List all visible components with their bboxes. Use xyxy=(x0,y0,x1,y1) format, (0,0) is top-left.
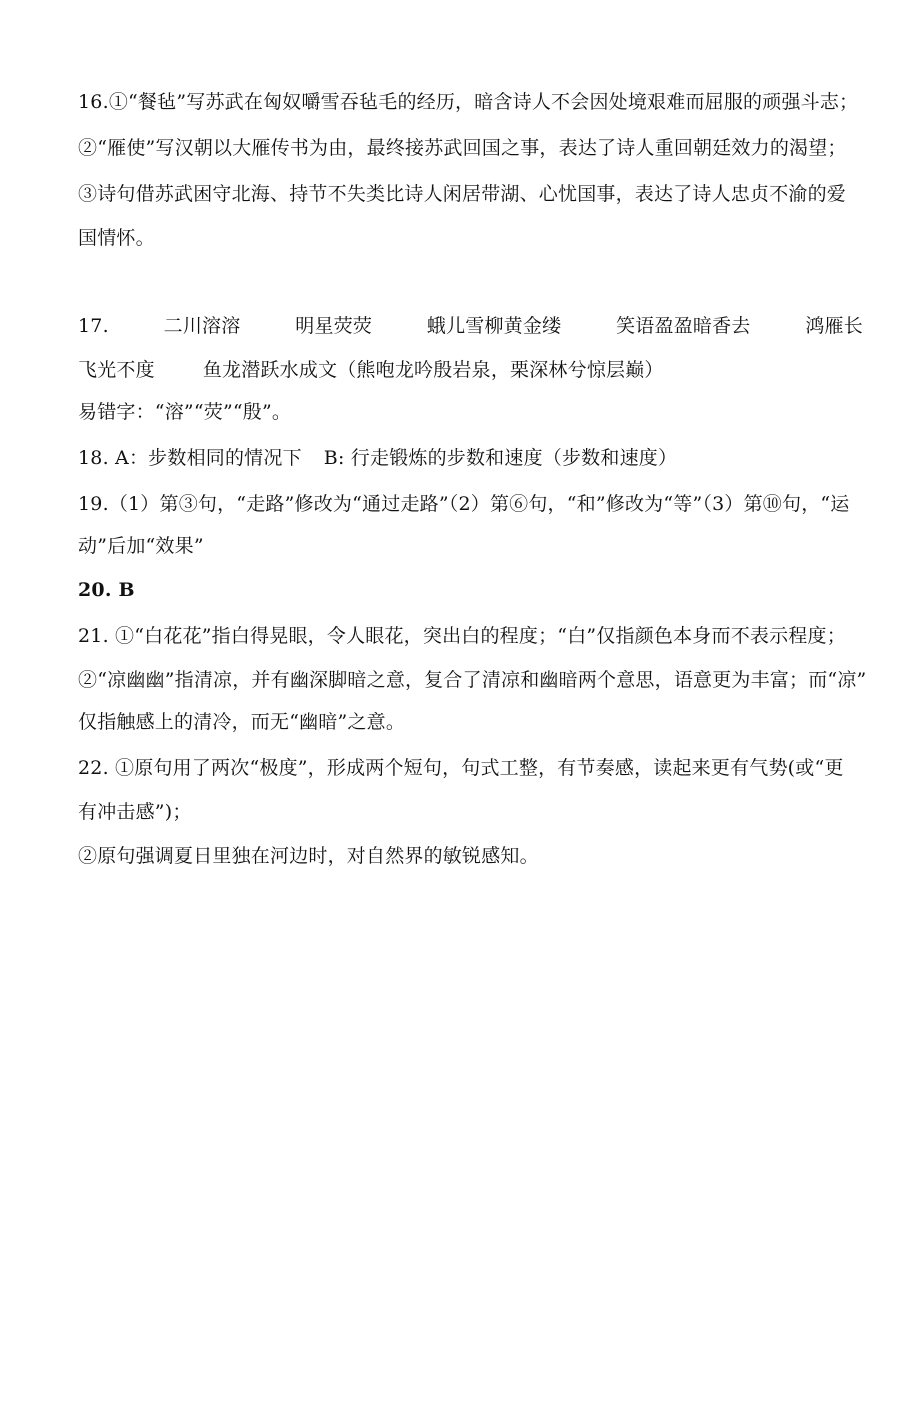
q17-answer-7: 鱼龙潜跃水成文（熊咆龙吟殷岩泉，栗深林兮惊层巅） xyxy=(202,359,664,381)
q16-line-3: ③诗句借苏武困守北海、持节不失类比诗人闲居带湖、心忧国事，表达了诗人忠贞不渝的爱 xyxy=(78,183,847,205)
q18-part-a: 18. A：步数相同的情况下 xyxy=(78,447,302,469)
q16-line-4: 国情怀。 xyxy=(78,227,155,249)
q20-line-1: 20. B xyxy=(78,579,135,601)
q16-line-1: 16.①“餐毡”写苏武在匈奴嚼雪吞毡毛的经历，暗含诗人不会因处境艰难而屈服的顽强斗志； xyxy=(78,91,859,113)
q17-note: 易错字：“溶”“荧”“殷”。 xyxy=(78,401,292,423)
q21-line-1: 21. ①“白花花”指白得晃眼，令人眼花，突出白的程度；“白”仅指颜色本身而不表示程度； xyxy=(78,625,846,647)
q22-line-3: ②原句强调夏日里独在河边时，对自然界的敏锐感知。 xyxy=(78,845,539,867)
q19-line-2: 动”后加“效果” xyxy=(78,535,204,557)
q17-answer-5: 鸿雁长 xyxy=(805,315,863,337)
q17-answer-6: 飞光不度 xyxy=(78,359,155,381)
q17-row-1 xyxy=(78,314,863,338)
q17-answer-1: 二川溶溶 xyxy=(163,315,241,337)
q21-line-2: ②“凉幽幽”指清凉，并有幽深脚暗之意，复合了清凉和幽暗两个意思，语意更为丰富；而“凉” xyxy=(78,669,867,691)
q18-line xyxy=(78,446,677,470)
q17-answer-3: 蛾儿雪柳黄金缕 xyxy=(426,315,562,337)
q16-line-2: ②“雁使”写汉朝以大雁传书为由，最终接苏武回国之事，表达了诗人重回朝廷效力的渴望； xyxy=(78,137,847,159)
q17-answer-4: 笑语盈盈暗香去 xyxy=(616,315,751,337)
q17-row-2 xyxy=(78,358,664,382)
q22-line-2: 有冲击感”)； xyxy=(78,801,192,823)
q17-number: 17. xyxy=(78,315,109,337)
q21-line-3: 仅指触感上的清冷，而无“幽暗”之意。 xyxy=(78,711,406,733)
q17-answer-2: 明星荧荧 xyxy=(295,315,373,337)
q19-line-1: 19.（1）第③句，“走路”修改为“通过走路”（2）第⑥句，“和”修改为“等”（3）第⑩句，“运 xyxy=(78,493,850,515)
q22-line-1: 22. ①原句用了两次“极度”，形成两个短句，句式工整，有节奏感，读起来更有气势(或“更 xyxy=(78,757,844,779)
q18-part-b: B: 行走锻炼的步数和速度（步数和速度） xyxy=(323,447,678,469)
